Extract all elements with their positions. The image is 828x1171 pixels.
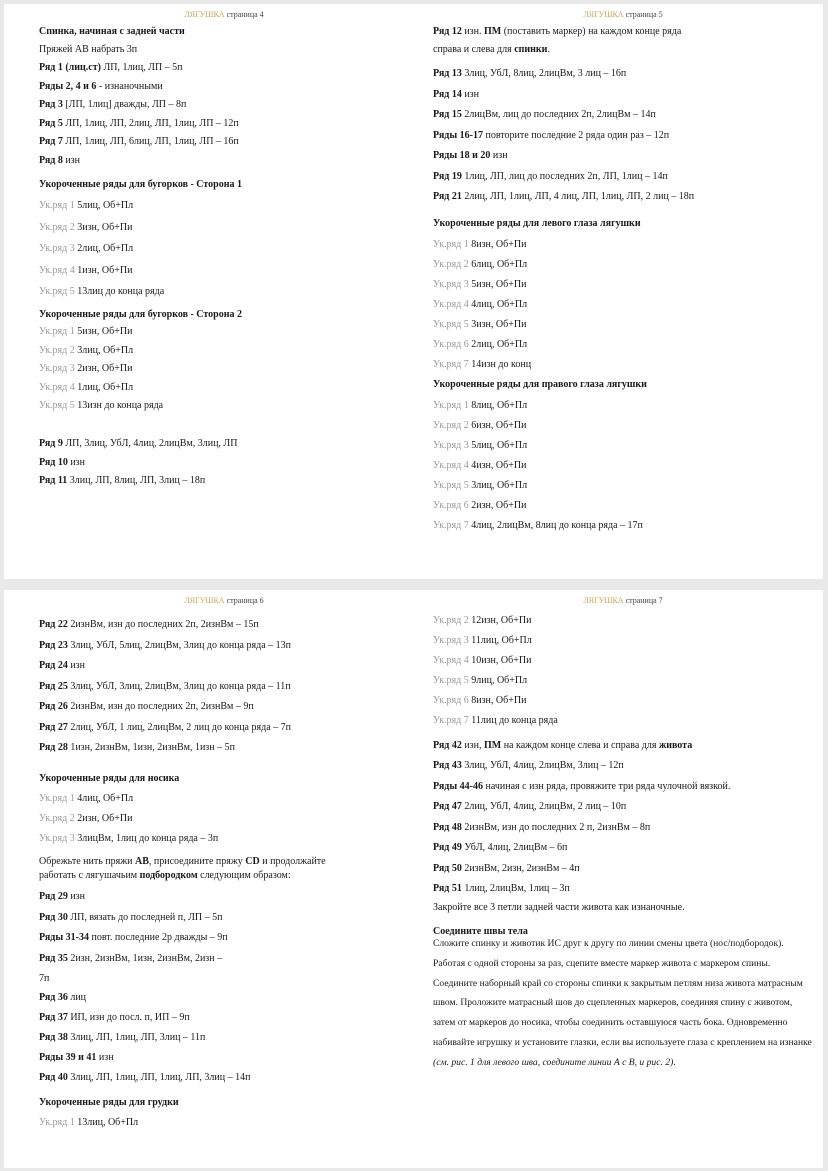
- short-row: [433, 339, 527, 351]
- row-label: Ряд 23: [39, 639, 68, 651]
- row-label: Ук.ряд 6: [433, 500, 469, 511]
- pattern-row: [39, 136, 239, 148]
- short-row: [39, 326, 132, 338]
- row-label: Ряд 22: [39, 619, 68, 630]
- pattern-row: [39, 1032, 205, 1044]
- short-row: [433, 635, 532, 647]
- row-text: 8лиц, Об+Пл: [468, 400, 528, 411]
- header-title: ЛЯГУШКА: [583, 596, 624, 605]
- short-row: [433, 420, 526, 432]
- row-label: Ук.ряд 4: [433, 299, 469, 310]
- row-label: Ук.ряд 7: [433, 715, 469, 726]
- pattern-row: [433, 130, 669, 142]
- left-eye-title: Укороченные ряды для левого глаза лягушки: [433, 218, 641, 229]
- pattern-row: [39, 81, 163, 93]
- row-label: Ук.ряд 4: [39, 381, 75, 393]
- row-label: Ряд 8: [39, 154, 63, 166]
- row-text: 14изн до конц: [468, 359, 532, 370]
- seams-text: Сложите спинку и животик ИС друг к другу по линии смены цвета (нос/подбородок). Работая с одной стороны за раз, сцепите вместе маркер живота с маркером спины. Соедините наборный край со стороны спинки к закрытым петлям низа живота матрасным швом. Проложите матрасный шов до сцепленных маркеров, соединяя спину с животом, затем от маркеров до носика, чтобы соединить оставшуюся часть бока. Одновременно набивайте игрушку и установите глазки, если вы используете глаза с креплением на изнанке (см. рис. 1 для левого шва, соедините линии А с В, и рис. 2).: [433, 938, 812, 1068]
- pattern-row: [39, 457, 85, 469]
- row-text: 2изнВм, 2изн, 2изнВм – 4п: [461, 862, 580, 874]
- row-label: Ряд 38: [39, 1032, 68, 1043]
- short-row: [39, 243, 133, 255]
- row-text: 2изнВм, изн до последних 2п, 2изнВм – 15п: [67, 619, 259, 630]
- row-text: 4лиц, 2лицВм, 8лиц до конца ряда – 17п: [468, 520, 643, 531]
- row-text: ЛП, 1лиц, ЛП, 2лиц, ЛП, 1лиц, ЛП – 12п: [62, 117, 239, 129]
- row-text: 13лиц до конца ряда: [74, 286, 165, 297]
- row-text: 3лиц, ЛП, 8лиц, ЛП, 3лиц – 18п: [67, 475, 206, 486]
- row-label: Ряды 39 и 41: [39, 1052, 97, 1063]
- row-text: 3лиц, Об+Пл: [74, 344, 134, 356]
- pattern-row: [39, 1052, 114, 1064]
- row-label: Ряд 25: [39, 680, 68, 692]
- cast-on-text: Пряжей АВ набрать 3п: [39, 44, 138, 55]
- short-row: [433, 440, 527, 452]
- nose-title: Укороченные ряды для носика: [39, 773, 180, 784]
- pattern-row: [433, 863, 580, 875]
- row-label: Ряд 27: [39, 721, 68, 733]
- page-4-header: [39, 10, 409, 19]
- pattern-row: [39, 992, 86, 1004]
- row-text: 2изн, Об+Пи: [74, 813, 133, 824]
- short-row: [433, 460, 526, 472]
- short-row: [39, 265, 132, 277]
- row-text: 9лиц, Об+Пл: [468, 675, 528, 686]
- short-rows-title: Укороченные ряды для бугорков - Сторона 1: [39, 179, 242, 190]
- pattern-row: [39, 640, 291, 652]
- row-text: изн: [490, 150, 508, 161]
- row-label: Ряды 18 и 20: [433, 150, 491, 161]
- row-12-cont: справа и слева для спинки.: [433, 44, 550, 55]
- row-label: Ряд 28: [39, 742, 68, 753]
- row-label: Ряд 19: [433, 170, 462, 182]
- row-label: Ук.ряд 2: [39, 221, 75, 233]
- row-label: Ук.ряд 1: [39, 200, 75, 211]
- short-row: [39, 363, 132, 375]
- pattern-row: [433, 109, 656, 121]
- short-row: [39, 286, 164, 298]
- short-row: [433, 615, 531, 627]
- row-text: [ЛП, 1лиц] дважды, ЛП – 8п: [62, 99, 187, 110]
- row-label: Ряд 49: [433, 842, 462, 853]
- row-label: Ряд 9: [39, 438, 63, 449]
- pattern-row: [433, 883, 570, 895]
- short-row: [433, 695, 526, 707]
- row-label: Ряды 16-17: [433, 129, 483, 141]
- pattern-row: [39, 118, 239, 130]
- row-text: 8изн, Об+Пи: [468, 695, 527, 706]
- row-label: Ук.ряд 4: [433, 460, 469, 471]
- short-row: [433, 299, 527, 311]
- pattern-row: [39, 722, 291, 734]
- row-label: Ук.ряд 3: [39, 363, 75, 374]
- short-row: [433, 500, 526, 512]
- row-text: ЛП, вязать до последней п, ЛП – 5п: [67, 911, 223, 923]
- row-text: 1изн, Об+Пи: [74, 264, 133, 276]
- header-page-number: страница 7: [625, 596, 663, 605]
- row-text: 3изн, Об+Пи: [74, 221, 133, 233]
- cut-yarn-text: Обрежьте нить пряжи AB, присоедините пряжу CD и продолжайте: [39, 856, 326, 867]
- pattern-row: [39, 953, 222, 965]
- short-row: [39, 1117, 138, 1129]
- short-row: [39, 400, 163, 412]
- row-label: Ряды 2, 4 и 6: [39, 80, 97, 92]
- pattern-row: [433, 822, 650, 834]
- row-label: Ук.ряд 5: [39, 286, 75, 297]
- row-text: 3лиц, УбЛ, 3лиц, 2лицВм, 3лиц до конца ряда – 11п: [67, 680, 291, 692]
- row-label: Ряд 37: [39, 1012, 68, 1023]
- row-label: Ук.ряд 6: [433, 339, 469, 350]
- row-text: 5изн, Об+Пи: [74, 326, 133, 337]
- row-text: 5изн, Об+Пи: [468, 279, 527, 290]
- pattern-row: [39, 660, 85, 672]
- sheet-pages-4-5: [4, 4, 823, 579]
- row-text: 3лиц, УбЛ, 4лиц, 2лицВм, 3лиц – 12п: [461, 760, 624, 771]
- row-label: Ряды 44-46: [433, 780, 483, 792]
- short-row: [433, 359, 531, 371]
- row-label: Ук.ряд 5: [433, 675, 469, 686]
- pattern-row: [433, 801, 626, 813]
- row-35-cont: 7п: [39, 973, 50, 984]
- row-text: 2изн, 2изнВм, 1изн, 2изнВм, 2изн –: [67, 952, 223, 964]
- row-label: Ук.ряд 5: [433, 480, 469, 491]
- pattern-row: [39, 912, 222, 924]
- row-label: Ук.ряд 3: [433, 635, 469, 646]
- row-text: повторите последние 2 ряда один раз – 12п: [482, 129, 670, 141]
- row-label: Ук.ряд 4: [39, 264, 75, 276]
- row-text: начиная с изн ряда, провяжите три ряда чулочной вязкой.: [482, 780, 731, 792]
- pattern-row: [433, 89, 479, 101]
- seams-title: Соедините швы тела: [433, 926, 528, 937]
- short-row: [433, 655, 531, 667]
- row-label: Ряд 3: [39, 99, 63, 110]
- row-text: ИП, изн до посл. п, ИП – 9п: [67, 1012, 190, 1023]
- row-label: Ряд 29: [39, 891, 68, 902]
- row-text: 3изн, Об+Пи: [468, 319, 527, 330]
- row-label: Ряды 31-34: [39, 932, 89, 943]
- short-row: [433, 715, 558, 727]
- row-text: 2лиц, Об+Пл: [74, 243, 134, 254]
- row-label: Ряд 24: [39, 660, 68, 671]
- row-label: Ук.ряд 2: [39, 344, 75, 356]
- row-text: 2изнВм, изн до последних 2п, 2изнВм – 9п: [67, 701, 254, 712]
- page-7-header: [433, 596, 813, 605]
- pattern-row: [39, 1012, 190, 1024]
- page-5-header: [433, 10, 813, 19]
- sheet-pages-6-7: [4, 590, 823, 1168]
- row-label: Ряд 14: [433, 88, 462, 100]
- row-label: Ук.ряд 7: [433, 520, 469, 531]
- row-text: 10изн, Об+Пи: [468, 655, 532, 666]
- row-label: Ряд 26: [39, 701, 68, 712]
- row-label: Ук.ряд 2: [433, 615, 469, 626]
- section-title: Спинка, начиная с задней части: [39, 26, 185, 37]
- row-text: изн: [67, 456, 85, 468]
- short-row: [433, 239, 526, 251]
- close-text: Закройте все 3 петли задней части живота как изнаночные.: [433, 902, 685, 913]
- row-label: Ряд 10: [39, 456, 68, 468]
- row-text: 3лиц, УбЛ, 8лиц, 2лицВм, 3 лиц – 16п: [461, 68, 627, 79]
- pattern-row: [39, 1072, 250, 1084]
- short-row: [39, 200, 133, 212]
- row-text: 4лиц, Об+Пл: [468, 299, 528, 310]
- row-42: Ряд 42 изн, ПМ на каждом конце слева и справа для живота: [433, 740, 693, 751]
- row-text: 13изн до конца ряда: [74, 400, 164, 411]
- row-text: 1лиц, ЛП, лиц до последних 2п, ЛП, 1лиц – 14п: [461, 170, 668, 182]
- short-row: [433, 279, 526, 291]
- row-label: Ук.ряд 1: [39, 793, 75, 804]
- row-text: - изнаночными: [96, 80, 163, 92]
- row-label: Ук.ряд 7: [433, 359, 469, 370]
- row-text: 2изн, Об+Пи: [468, 500, 527, 511]
- row-text: 11лиц до конца ряда: [468, 715, 558, 726]
- pattern-row: [39, 742, 235, 754]
- short-row: [433, 675, 527, 687]
- row-text: 13лиц, Об+Пл: [74, 1117, 139, 1128]
- row-label: Ук.ряд 1: [433, 239, 469, 250]
- row-label: Ряд 15: [433, 109, 462, 120]
- page-6-header: [39, 596, 409, 605]
- row-label: Ряд 7: [39, 136, 63, 147]
- pattern-row: [433, 781, 730, 793]
- row-label: Ряд 48: [433, 821, 462, 833]
- short-row: [39, 833, 218, 845]
- short-row: [433, 520, 643, 532]
- pattern-row: [39, 62, 183, 74]
- row-text: 3лицВм, 1лиц до конца ряда – 3п: [74, 833, 219, 844]
- header-page-number: страница 5: [625, 10, 663, 19]
- row-label: Ук.ряд 3: [39, 243, 75, 254]
- row-text: 1лиц, Об+Пл: [74, 381, 134, 393]
- pattern-row: [39, 701, 254, 713]
- row-label: Ряд 40: [39, 1072, 68, 1083]
- row-text: ЛП, 1лиц, ЛП, 6лиц, ЛП, 1лиц, ЛП – 16п: [62, 136, 239, 147]
- pattern-row: [433, 842, 567, 854]
- row-text: 2изнВм, изн до последних 2 п, 2изнВм – 8п: [461, 821, 651, 833]
- row-text: 5лиц, Об+Пл: [468, 440, 528, 451]
- pattern-row: [433, 68, 626, 80]
- row-text: 2лицВм, лиц до последних 2п, 2лицВм – 14п: [461, 109, 656, 120]
- short-row: [39, 793, 133, 805]
- row-text: 2лиц, УбЛ, 1 лиц, 2лицВм, 2 лиц до конца ряда – 7п: [67, 721, 291, 733]
- row-text: 2лиц, Об+Пл: [468, 339, 528, 350]
- row-text: 2изн, Об+Пи: [74, 363, 133, 374]
- chest-title: Укороченные ряды для грудки: [39, 1097, 179, 1108]
- row-label: Ук.ряд 5: [39, 400, 75, 411]
- pattern-row: [39, 475, 205, 487]
- header-title: ЛЯГУШКА: [184, 10, 225, 19]
- row-text: 6изн, Об+Пи: [468, 420, 527, 431]
- row-text: повт. последние 2р дважды – 9п: [88, 932, 228, 943]
- row-text: 3лиц, ЛП, 1лиц, ЛП, 1лиц, ЛП, 3лиц – 14п: [67, 1072, 251, 1083]
- row-label: Ряд 11: [39, 475, 68, 486]
- short-row: [433, 259, 527, 271]
- row-label: Ряд 5: [39, 117, 63, 129]
- row-text: 4лиц, Об+Пл: [74, 793, 134, 804]
- row-label: Ук.ряд 1: [39, 326, 75, 337]
- row-text: 2лиц, ЛП, 1лиц, ЛП, 4 лиц, ЛП, 1лиц, ЛП, 2 лиц – 18п: [461, 191, 695, 202]
- row-text: ЛП, 1лиц, ЛП – 5п: [100, 62, 183, 73]
- row-label: Ряд 51: [433, 883, 462, 894]
- row-label: Ряд 43: [433, 760, 462, 771]
- row-text: 1лиц, 2лицВм, 1лиц – 3п: [461, 883, 570, 894]
- short-row: [39, 222, 132, 234]
- row-label: Ряд 50: [433, 862, 462, 874]
- row-label: Ук.ряд 4: [433, 655, 469, 666]
- row-label: Ряд 35: [39, 952, 68, 964]
- short-row: [433, 319, 526, 331]
- short-row: [433, 480, 527, 492]
- short-row: [39, 345, 133, 357]
- pattern-row: [39, 99, 186, 111]
- row-text: 3лиц, УбЛ, 5лиц, 2лицВм, 3лиц до конца ряда – 13п: [67, 639, 291, 651]
- row-text: 2лиц, УбЛ, 4лиц, 2лицВм, 2 лиц – 10п: [461, 801, 627, 812]
- row-label: Ук.ряд 1: [433, 400, 469, 411]
- row-text: 3лиц, Об+Пл: [468, 480, 528, 491]
- pattern-row: [39, 619, 259, 631]
- row-text: 5лиц, Об+Пл: [74, 200, 134, 211]
- short-row: [433, 400, 527, 412]
- row-label: Ук.ряд 2: [39, 813, 75, 824]
- row-label: Ряд 30: [39, 911, 68, 923]
- row-text: изн: [67, 891, 85, 902]
- row-label: Ук.ряд 5: [433, 319, 469, 330]
- pattern-row: [433, 760, 624, 772]
- row-label: Ук.ряд 2: [433, 420, 469, 431]
- row-label: Ук.ряд 3: [433, 440, 469, 451]
- row-label: Ряд 13: [433, 68, 462, 79]
- pattern-row: [39, 681, 291, 693]
- header-title: ЛЯГУШКА: [583, 10, 624, 19]
- row-text: изн: [62, 154, 80, 166]
- right-eye-title: Укороченные ряды для правого глаза лягушки: [433, 379, 647, 390]
- pattern-row: [433, 150, 508, 162]
- row-text: 12изн, Об+Пи: [468, 615, 532, 626]
- pattern-row: [39, 155, 80, 167]
- row-text: 4изн, Об+Пи: [468, 460, 527, 471]
- row-text: лиц: [67, 992, 87, 1003]
- row-label: Ряд 36: [39, 992, 68, 1003]
- row-text: изн: [67, 660, 85, 671]
- short-row: [39, 813, 132, 825]
- cut-yarn-text-cont: работать с лягушачьим подбородком следующим образом:: [39, 870, 291, 881]
- row-text: 1изн, 2изнВм, 1изн, 2изнВм, 1изн – 5п: [67, 742, 235, 753]
- pattern-row: [39, 891, 85, 903]
- row-label: Ук.ряд 2: [433, 259, 469, 270]
- pattern-row: [39, 932, 228, 944]
- pattern-row: [433, 171, 668, 183]
- header-page-number: страница 6: [226, 596, 264, 605]
- row-label: Ук.ряд 1: [39, 1117, 75, 1128]
- header-page-number: страница 4: [226, 10, 264, 19]
- header-title: ЛЯГУШКА: [184, 596, 225, 605]
- row-label: Ряд 21: [433, 191, 462, 202]
- row-12: Ряд 12 изн. ПМ (поставить маркер) на каждом конце ряда: [433, 26, 682, 37]
- row-label: Ук.ряд 6: [433, 695, 469, 706]
- row-label: Ряд 1 (лиц.ст): [39, 62, 101, 73]
- row-text: изн: [96, 1052, 114, 1063]
- row-text: 8изн, Об+Пи: [468, 239, 527, 250]
- row-label: Ряд 47: [433, 801, 462, 812]
- short-rows-title: Укороченные ряды для бугорков - Сторона 2: [39, 309, 242, 320]
- row-text: ЛП, 3лиц, УбЛ, 4лиц, 2лицВм, 3лиц, ЛП: [62, 438, 238, 449]
- row-text: изн: [461, 88, 479, 100]
- pattern-row: [39, 438, 237, 450]
- row-text: 3лиц, ЛП, 1лиц, ЛП, 3лиц – 11п: [67, 1032, 206, 1043]
- row-label: Ук.ряд 3: [433, 279, 469, 290]
- pattern-row: [433, 191, 694, 203]
- row-label: Ук.ряд 3: [39, 833, 75, 844]
- row-text: 11лиц, Об+Пл: [468, 635, 532, 646]
- row-text: УбЛ, 4лиц, 2лицВм – 6п: [461, 842, 568, 853]
- short-row: [39, 382, 133, 394]
- row-text: 6лиц, Об+Пл: [468, 259, 528, 270]
